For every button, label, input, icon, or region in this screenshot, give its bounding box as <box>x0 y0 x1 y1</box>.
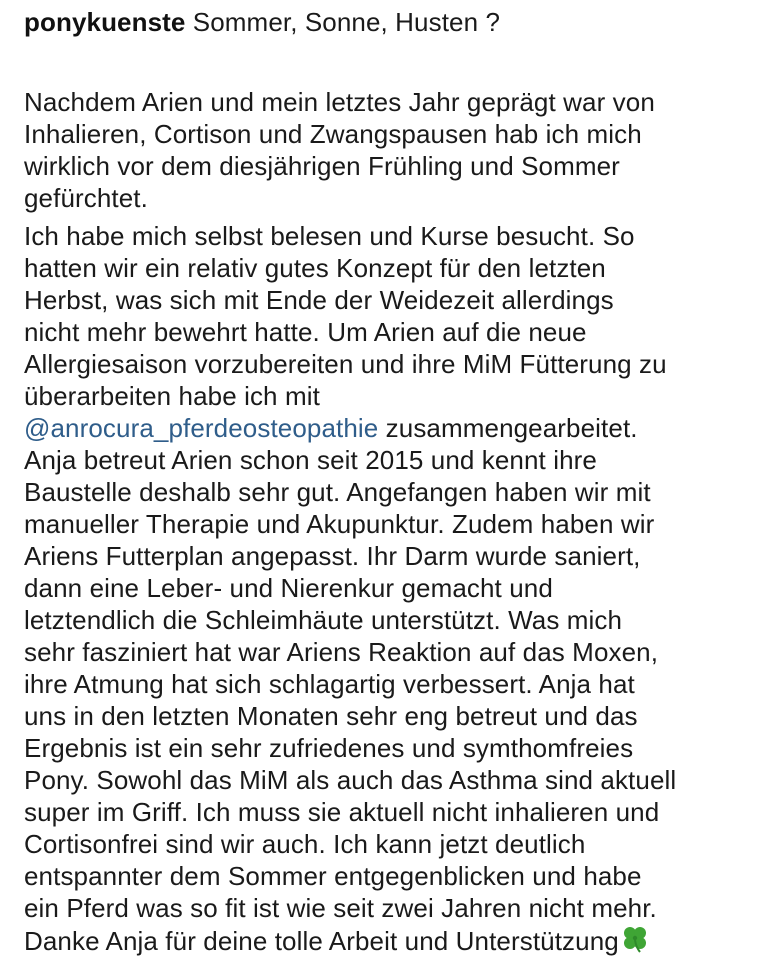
text-line: wirklich vor dem diesjährigen Frühling und Sommer <box>24 151 620 181</box>
text-line: ihre Atmung hat sich schlagartig verbessert. Anja hat <box>24 669 635 699</box>
text-line: Baustelle deshalb sehr gut. Angefangen haben wir mit <box>24 477 651 507</box>
text-line: Ich habe mich selbst belesen und Kurse besucht. So <box>24 221 635 251</box>
text-line: letztendlich die Schleimhäute unterstützt. Was mich <box>24 605 623 635</box>
post-caption <box>24 0 754 957</box>
text-line: Pony. Sowohl das MiM als auch das Asthma sind aktuell <box>24 765 677 795</box>
text-line: sehr fasziniert hat war Ariens Reaktion auf das Moxen, <box>24 637 659 667</box>
text-line: Herbst, was sich mit Ende der Weidezeit allerdings <box>24 285 614 315</box>
mention-suffix: zusammengearbeitet. <box>378 413 638 443</box>
text-line: ein Pferd was so fit ist wie seit zwei Jahren nicht mehr. <box>24 893 657 923</box>
post-title: Sommer, Sonne, Husten ? <box>192 7 501 37</box>
text-line: überarbeiten habe ich mit <box>24 381 320 411</box>
text-line: Cortisonfrei sind wir auch. Ich kann jetzt deutlich <box>24 829 586 859</box>
text-line: Allergiesaison vorzubereiten und ihre MiM Fütterung zu <box>24 349 667 379</box>
closing-text: Danke Anja für deine tolle Arbeit und Unterstützung <box>24 926 619 956</box>
text-line: super im Griff. Ich muss sie aktuell nicht inhalieren und <box>24 797 660 827</box>
text-line: Nachdem Arien und mein letztes Jahr geprägt war von <box>24 87 655 117</box>
text-line: manueller Therapie und Akupunktur. Zudem haben wir <box>24 509 655 539</box>
text-line: Inhalieren, Cortison und Zwangspausen hab ich mich <box>24 119 642 149</box>
username-link[interactable]: ponykuenste <box>24 7 186 37</box>
text-line: Anja betreut Arien schon seit 2015 und kennt ihre <box>24 445 597 475</box>
text-line: Ariens Futterplan angepasst. Ihr Darm wurde saniert, <box>24 541 641 571</box>
text-line: gefürchtet. <box>24 183 148 213</box>
four-leaf-clover-icon <box>620 924 650 954</box>
text-line: hatten wir ein relativ gutes Konzept für den letzten <box>24 253 606 283</box>
text-line: Ergebnis ist ein sehr zufriedenes und symthomfreies <box>24 733 634 763</box>
text-line: entspannter dem Sommer entgegenblicken und habe <box>24 861 642 891</box>
text-line: nicht mehr bewehrt hatte. Um Arien auf die neue <box>24 317 587 347</box>
paragraph-2 <box>24 220 754 957</box>
paragraph-1 <box>24 86 754 214</box>
caption-header <box>24 6 754 38</box>
final-line <box>24 924 754 957</box>
text-line: dann eine Leber- und Nierenkur gemacht und <box>24 573 553 603</box>
mention-line <box>24 412 754 444</box>
text-line: uns in den letzten Monaten sehr eng betreut und das <box>24 701 638 731</box>
blank-line <box>24 54 754 86</box>
mention-link[interactable]: @anrocura_pferdeosteopathie <box>24 413 379 443</box>
